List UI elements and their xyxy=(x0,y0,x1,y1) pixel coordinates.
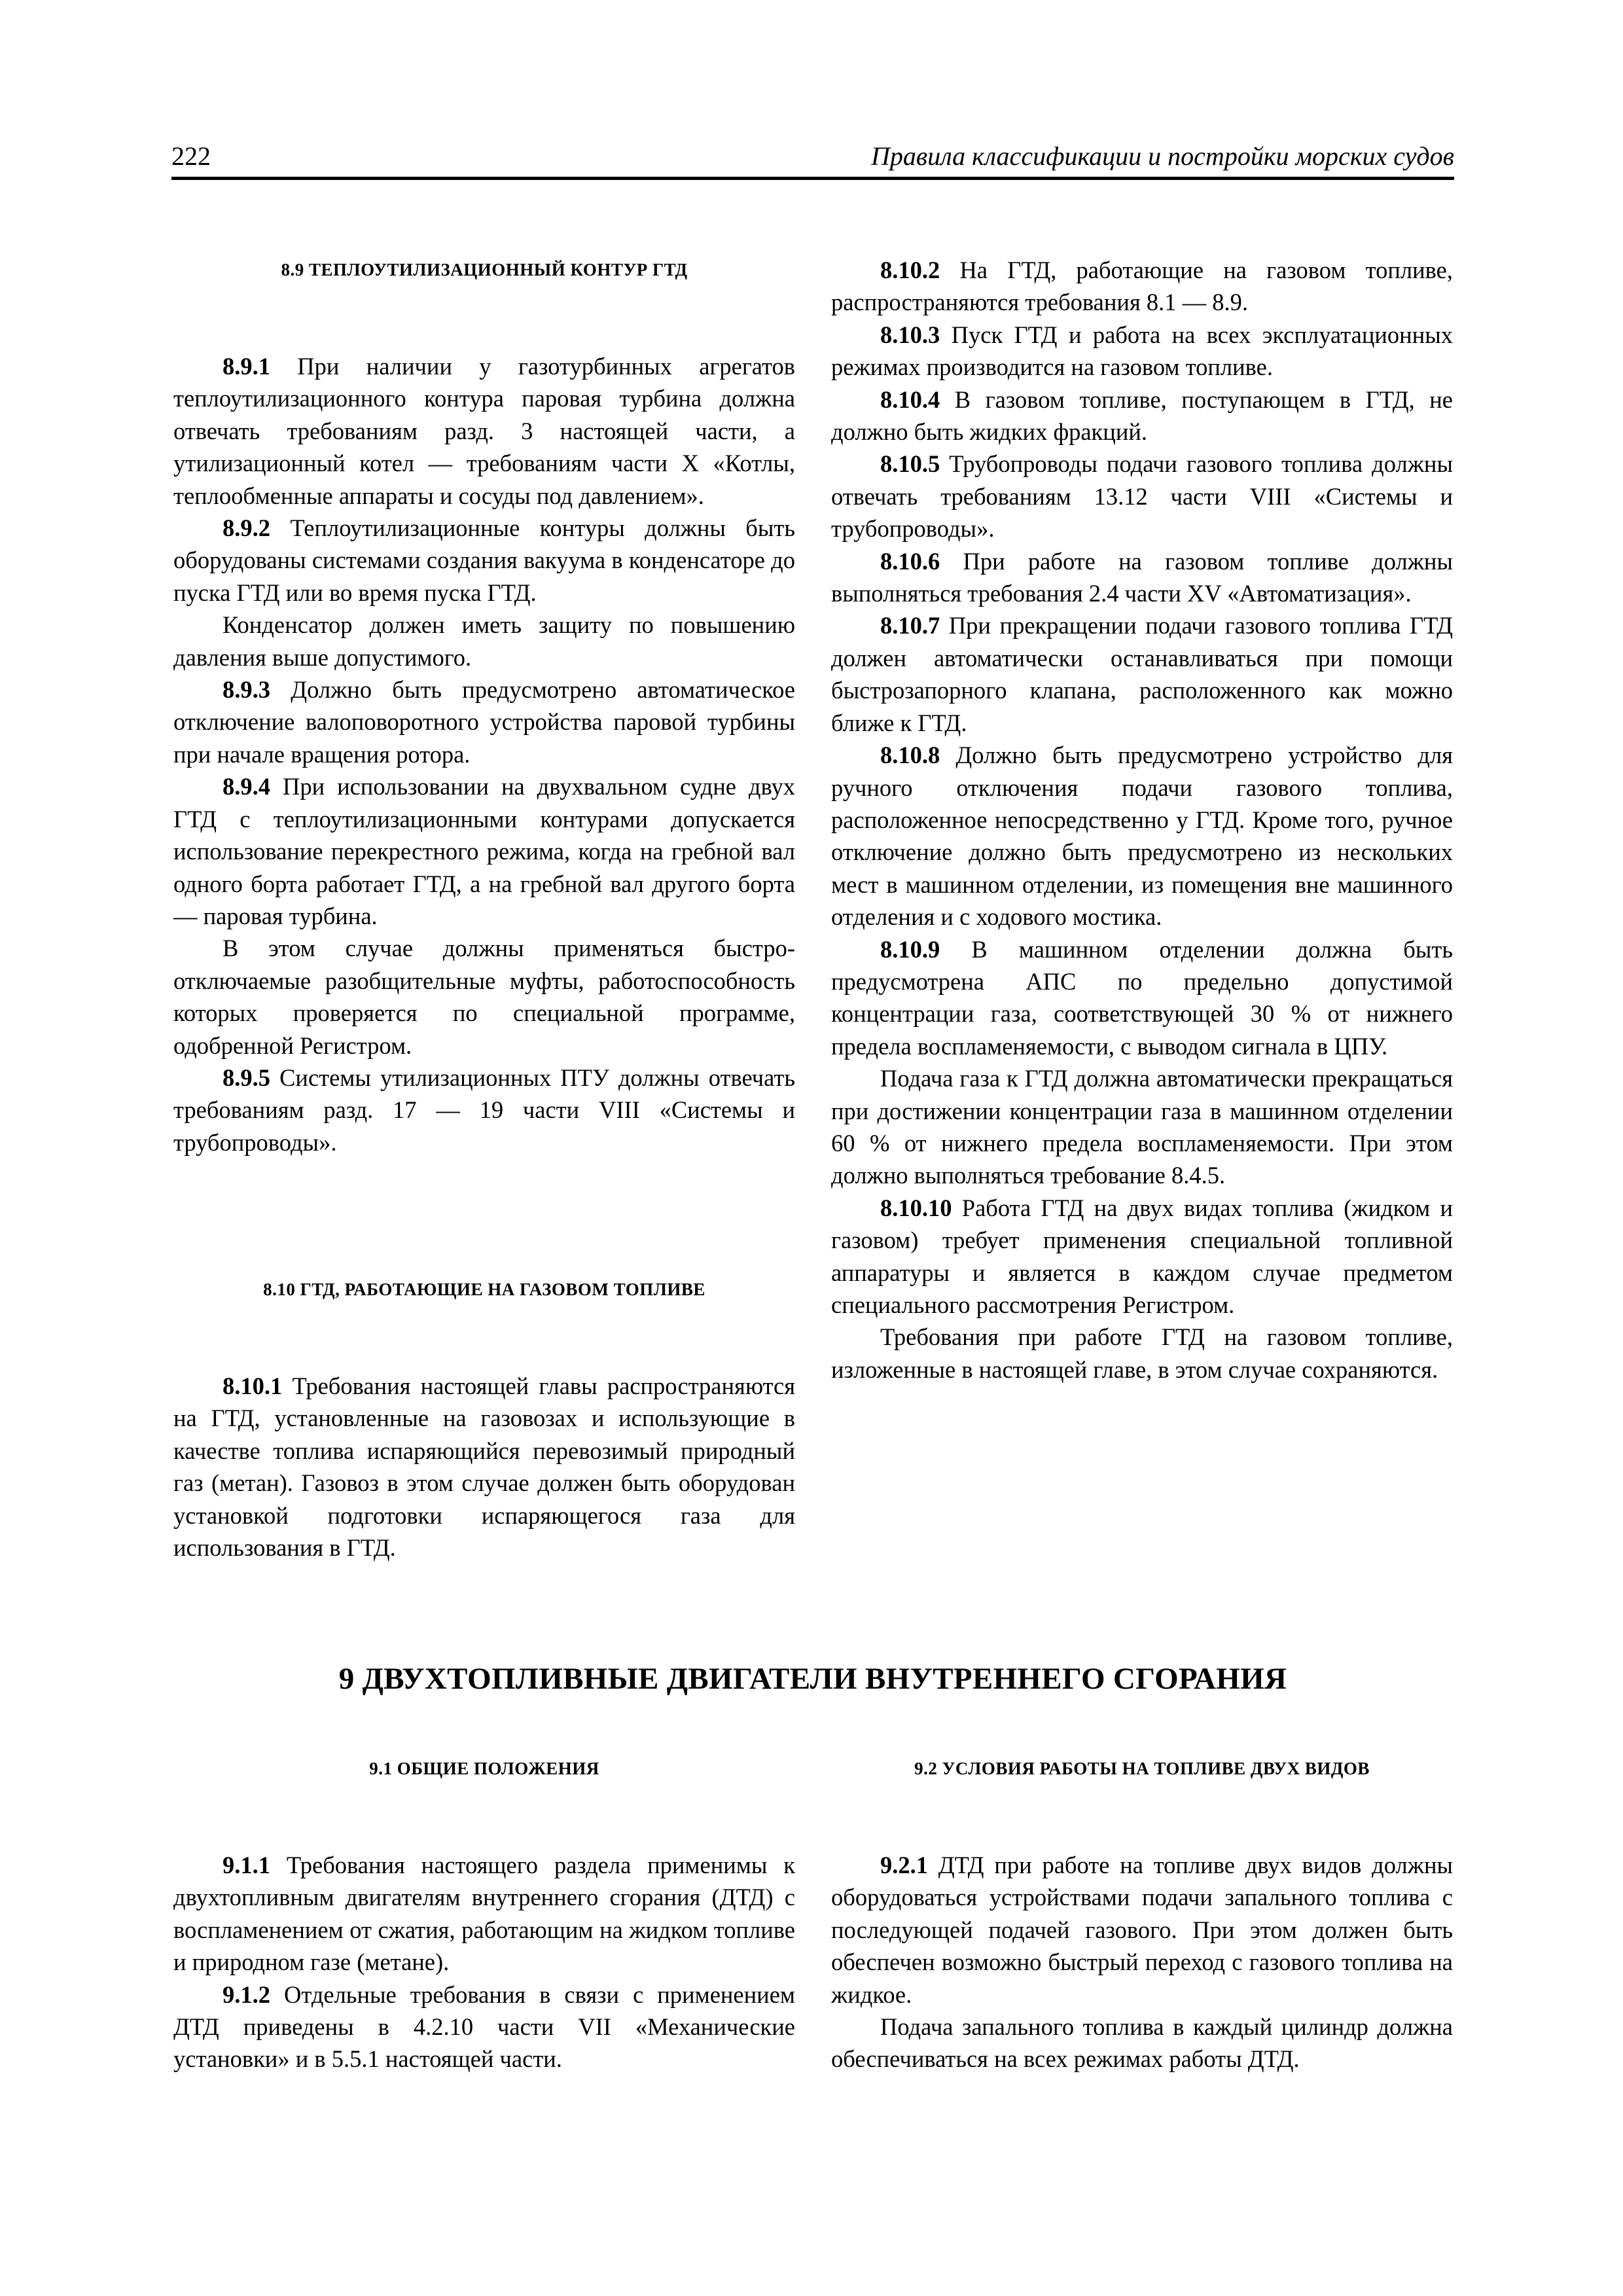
clause-number: 8.10.8 xyxy=(880,742,940,769)
paragraph-8-10-3: 8.10.3 Пуск ГТД и работа на всех эксплуатационных режимах производится на газовом топливе. xyxy=(831,321,1453,381)
paragraph-8-9-4: 8.9.4 При использовании на двухвальном судне двух ГТД с теплоутилизационными контурами допускается использование перекрестного режима, когда на гребной вал одного борта работает ГТД, а на гребной вал другого борта — паровая турбина. xyxy=(173,773,795,929)
left-column-section-9-1 xyxy=(173,1755,795,2075)
paragraph-8-10-7: 8.10.7 При прекращении подачи газового топлива ГТД должен автоматически останавливаться при помощи быстрозапорного клапана, расположенного как можно ближе к ГТД. xyxy=(831,612,1453,736)
paragraph-9-1-1: 9.1.1 Требования настоящего раздела применимы к двухтопливным двигателям внутреннего сгорания (ДТД) с воспламенением от сжатия, работающим на жидком топливе и природном газе (метане). xyxy=(173,1852,795,1976)
clause-number: 8.10.3 xyxy=(880,321,940,348)
paragraph-8-9-2: 8.9.2 Теплоутилизационные контуры должны быть оборудованы системами создания вакуума в конденсаторе до пуска ГТД или во время пуска ГТД. xyxy=(173,514,795,606)
left-column-section-8-10 xyxy=(173,1276,795,1564)
running-title: Правила классификации и постройки морских судов xyxy=(870,141,1454,171)
paragraph-9-2-1-cont: Подача запального топлива в каждый цилиндр должна обеспечиваться на всех режимах работы ДТД. xyxy=(831,2013,1453,2073)
clause-number: 8.10.5 xyxy=(880,450,940,478)
clause-number: 8.9.3 xyxy=(223,676,270,704)
running-header xyxy=(171,137,1454,180)
paragraph-8-9-5: 8.9.5 Системы утилизационных ПТУ должны отвечать требованиям разд. 17 — 19 части VIII «Системы и трубопроводы». xyxy=(173,1064,795,1156)
paragraph-8-9-4-cont: В этом случае должны применяться быстроотключаемые разобщительные муфты, работоспособность которых проверяется по специальной программе, одобренной Регистром. xyxy=(173,935,795,1059)
page-number: 222 xyxy=(171,141,211,171)
clause-number: 8.10.2 xyxy=(880,257,940,283)
clause-number: 9.1.2 xyxy=(223,1981,270,2008)
clause-number: 8.10.7 xyxy=(880,612,940,639)
clause-number: 8.9.1 xyxy=(223,353,270,380)
paragraph-8-10-9: 8.10.9 В машинном отделении должна быть предусмотрена АПС по предельно допустимой концентрации газа, соответствующей 30 % от нижнего предела воспламеняемости, с выводом сигнала в ЦПУ. xyxy=(831,935,1453,1060)
paragraph-8-10-8: 8.10.8 Должно быть предусмотрено устройство для ручного отключения подачи газового топлива, расположенное непосредственно у ГТД. Кроме того, ручное отключение должно быть предусмотрено из нескольких мест в машинном отделении, из помещения вне машинного отделения и с ходового мостика. xyxy=(831,742,1453,931)
section-heading-8-9: 8.9 ТЕПЛОУТИЛИЗАЦИОННЫЙ КОНТУР ГТД xyxy=(281,260,688,279)
clause-number: 8.10.10 xyxy=(880,1194,952,1221)
chapter-title: 9 ДВУХТОПЛИВНЫЕ ДВИГАТЕЛИ ВНУТРЕННЕГО СГОРАНИЯ xyxy=(338,1662,1287,1696)
paragraph-8-10-6: 8.10.6 При работе на газовом топливе должны выполняться требования 2.4 части XV «Автоматизация». xyxy=(831,547,1453,607)
clause-number: 9.1.1 xyxy=(223,1852,270,1878)
paragraph-9-2-1: 9.2.1 ДТД при работе на топливе двух видов должны оборудоваться устройствами подачи запального топлива с последующей подачей газового. При этом должен быть обеспечен возможно быстрый переход с газового топлива на жидкое. xyxy=(831,1852,1453,2008)
clause-number: 8.9.5 xyxy=(223,1064,270,1091)
section-heading-9-1: 9.1 ОБЩИЕ ПОЛОЖЕНИЯ xyxy=(369,1759,599,1778)
clause-number: 8.9.4 xyxy=(223,773,270,800)
paragraph-8-10-4: 8.10.4 В газовом топливе, поступающем в ГТД, не должно быть жидких фракций. xyxy=(831,386,1453,446)
paragraph-8-10-5: 8.10.5 Трубопроводы подачи газового топлива должны отвечать требованиям 13.12 части VIII «Системы и трубопроводы». xyxy=(831,450,1453,543)
paragraph-8-10-9-cont: Подача газа к ГТД должна автоматически прекращаться при достижении концентрации газа в машинном отделении 60 % от нижнего предела воспламеняемости. При этом должно выполняться требование 8.4.5. xyxy=(831,1065,1453,1189)
paragraph-8-10-1: 8.10.1 Требования настоящей главы распространяются на ГТД, установленные на газовозах и использующие в качестве топлива испаряющийся перевозимый природный газ (метан). Газовоз в этом случае должен быть оборудован установкой подготовки испаряющегося газа для использования в ГТД. xyxy=(173,1372,795,1562)
paragraph-8-10-10-cont: Требования при работе ГТД на газовом топливе, изложенные в настоящей главе, в этом случае сохраняются. xyxy=(831,1323,1453,1383)
paragraph-9-1-2: 9.1.2 Отдельные требования в связи с применением ДТД приведены в 4.2.10 части VII «Механические установки» и в 5.5.1 настоящей части. xyxy=(173,1981,795,2073)
right-column-top xyxy=(831,254,1453,1386)
right-column-section-9-2 xyxy=(831,1755,1453,2075)
clause-number: 8.10.1 xyxy=(223,1372,283,1399)
paragraph-8-9-1: 8.9.1 При наличии у газотурбинных агрегатов теплоутилизационного контура паровая турбина должна отвечать требованиям разд. 3 настоящей части, а утилизационный котел — требованиям части X «Котлы, теплообменные аппараты и сосуды под давлением». xyxy=(173,353,795,509)
clause-number: 9.2.1 xyxy=(880,1852,928,1878)
section-heading-8-10: 8.10 ГТД, РАБОТАЮЩИЕ НА ГАЗОВОМ ТОПЛИВЕ xyxy=(263,1280,705,1299)
clause-number: 8.10.4 xyxy=(880,386,940,413)
paragraph-8-9-2-cont: Конденсатор должен иметь защиту по повышению давления выше допустимого. xyxy=(173,611,795,671)
clause-number: 8.10.9 xyxy=(880,935,940,963)
clause-number: 8.10.6 xyxy=(880,547,940,575)
clause-number: 8.9.2 xyxy=(223,514,270,542)
section-heading-9-2: 9.2 УСЛОВИЯ РАБОТЫ НА ТОПЛИВЕ ДВУХ ВИДОВ xyxy=(914,1759,1370,1778)
paragraph-8-10-10: 8.10.10 Работа ГТД на двух видах топлива (жидком и газовом) требует применения специальной топливной аппаратуры и является в каждом случае предметом специального рассмотрения Регистром. xyxy=(831,1194,1453,1318)
paragraph-8-10-2: 8.10.2 На ГТД, работающие на газовом топливе, распространяются требования 8.1 — 8.9. xyxy=(831,257,1453,316)
paragraph-8-9-3: 8.9.3 Должно быть предусмотрено автоматическое отключение валоповоротного устройства паровой турбины при начале вращения ротора. xyxy=(173,676,795,768)
left-column-top xyxy=(173,257,795,1158)
